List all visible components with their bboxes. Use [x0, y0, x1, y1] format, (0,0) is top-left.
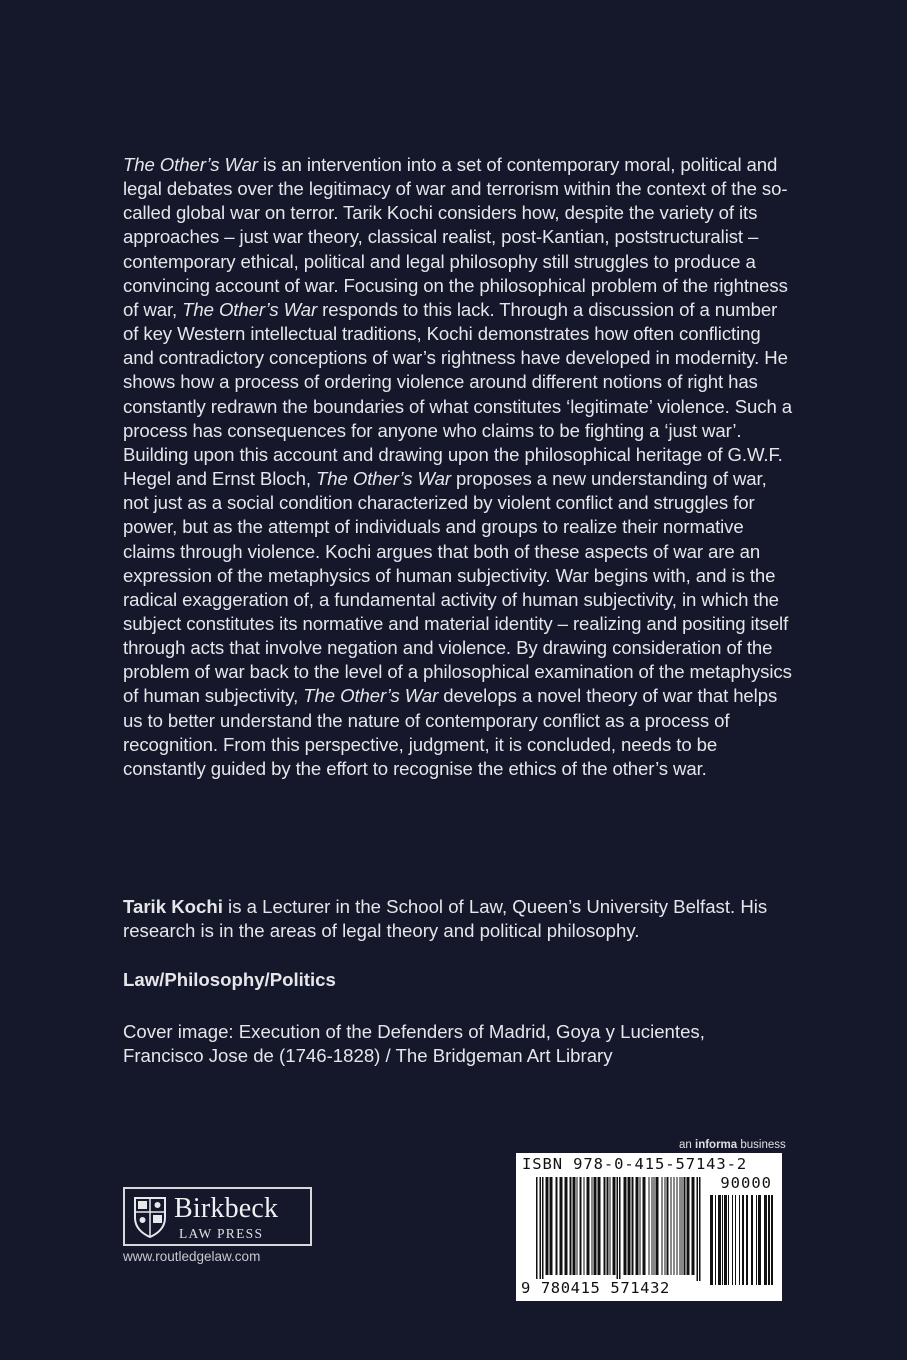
- ean-number: 9 780415 571432: [521, 1279, 670, 1297]
- logo-subtitle: LAW PRESS: [179, 1226, 264, 1241]
- subject-categories: Law/Philosophy/Politics: [123, 969, 336, 990]
- publisher-website: www.routledgelaw.com: [123, 1249, 261, 1264]
- book-title-italic: The Other’s War: [123, 154, 258, 175]
- blurb-text: develops a novel theory of war that helps us to better understand the nature of contemporary conflict as a process of recognition. From this perspective, judgment, it is concluded, needs to be constantly guided by the effort to recognise the ethics of the other’s war.: [123, 685, 778, 779]
- author-name: Tarik Kochi: [123, 896, 223, 917]
- book-title-italic: The Other’s War: [182, 298, 318, 320]
- isbn-barcode: [516, 1153, 782, 1301]
- author-bio: [123, 895, 813, 943]
- price-code: 90000: [720, 1174, 772, 1192]
- back-cover-blurb: [123, 153, 793, 781]
- shield-crest-icon: [133, 1196, 167, 1238]
- blurb-text: responds to this lack. Through a discussion of a number of key Western intellectual traditions, Kochi demonstrates how often conflicting and contradictory conceptions of war’s rightness have developed in modernity. He shows how a process of ordering violence around different notions of right has constantly redrawn the boundaries of what constitutes ‘legitimate’ violence. Such a process has consequences for anyone who claims to be fighting a ‘just war’. Building upon this account and drawing upon the philosophical heritage of G.W.F. Hegel and Ernst Bloch,: [123, 298, 793, 490]
- blurb-text: is an intervention into a set of contemporary moral, political and legal debates over the legitimacy of war and terrorism within the context of the so-called global war on terror. Tarik Kochi considers how, despite the variety of its approaches – just war theory, classical realist, post-Kantian, poststructuralist – contemporary ethical, political and legal philosophy still struggles to produce a convincing account of war. Focusing on the philosophical problem of the rightness of war,: [123, 154, 788, 320]
- isbn-number: ISBN 978-0-415-57143-2: [522, 1155, 748, 1173]
- book-title-italic: The Other’s War: [316, 468, 451, 490]
- author-bio-text: is a Lecturer in the School of Law, Queen’s University Belfast. His research is in the areas of legal theory and political philosophy.: [123, 896, 768, 942]
- book-title-italic: The Other’s War: [303, 685, 439, 707]
- cover-image-credit: Cover image: Execution of the Defenders of Madrid, Goya y Lucientes, Francisco Jose de (1746-1828) / The Bridgeman Art Library: [123, 1021, 705, 1067]
- birkbeck-law-press-logo: [123, 1187, 312, 1246]
- informa-tagline: an informa business: [679, 1139, 786, 1151]
- blurb-text: proposes a new understanding of war, not just as a social condition characterized by violent conflict and struggles for power, but as the attempt of individuals and groups to realize their normative claims through violence. Kochi argues that both of these aspects of war are an expression of the metaphysics of human subjectivity. War begins with, and is the radical exaggeration of, a fundamental activity of human subjectivity, in which the subject constitutes its normative and material identity – realizing and positing itself through acts that involve negation and violence. By drawing consideration of the problem of war back to the level of a philosophical examination of the metaphysics of human subjectivity,: [123, 468, 792, 707]
- logo-wordmark: Birkbeck: [174, 1193, 279, 1224]
